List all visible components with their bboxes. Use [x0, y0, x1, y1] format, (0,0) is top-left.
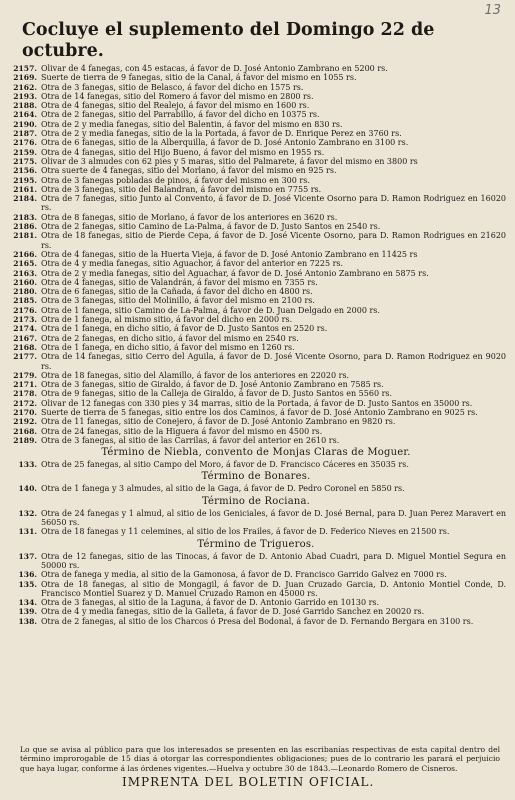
lot-number: 132.	[18, 508, 37, 518]
list-item	[6, 607, 506, 616]
lot-description: Otra de 2 y media fanegas, sitio de la la Portada, á favor de D. Enrique Perez en 3760 rs.	[41, 129, 402, 139]
lot-number: 2174.	[13, 324, 37, 334]
lot-description: Otra de 14 fanegas, sitio Cerro del Aguila, á favor de D. José Vicente Osorno, para D. Ramon Rodriguez en 9020 rs.	[41, 352, 506, 371]
lot-number: 2185.	[13, 296, 37, 306]
list-item	[6, 552, 506, 571]
list-item	[6, 380, 506, 389]
lot-description: Otra de 9 fanegas, sitio de la Calleja de Giraldo, á favor de D. Justo Santos en 5560 rs.	[41, 389, 393, 399]
list-item	[6, 92, 506, 101]
list-item	[6, 73, 506, 82]
list-item	[6, 101, 506, 110]
lot-number: 2181.	[13, 231, 37, 241]
list-item	[6, 315, 506, 324]
lot-description: Otra de 2 fanegas, al sitio de los Charcos ó Presa del Bodonal, á favor de D. Fernando Bergara en 3100 rs.	[41, 616, 474, 626]
lot-description: Otra de 2 fanegas, sitio del Parrabillo, á favor del dicho en 10375 rs.	[41, 110, 320, 120]
lot-number: 2170.	[13, 407, 37, 417]
lot-description: Otra de 4 y media fanegas, sitio Aguachor, á favor del anterior en 7225 rs.	[41, 259, 344, 269]
lot-number: 2195.	[13, 175, 37, 185]
lot-description: Otra de 3 fanegas, sitio de Giraldo, á favor de D. José Antonio Zambrano en 7585 rs.	[41, 380, 384, 390]
list-item	[6, 484, 506, 493]
list-item	[6, 185, 506, 194]
lot-description: Otra de 1 fanega, sitio Camino de La-Palma, á favor de D. Juan Delgado en 2000 rs.	[41, 305, 380, 315]
lot-number: 139.	[18, 607, 37, 617]
lot-description: Otra de 14 fanegas, sitio del Romero á favor del mismo en 2800 rs.	[41, 91, 314, 101]
list-item	[6, 64, 506, 73]
lot-description: Otra de 11 fanegas, sitio de Conejero, á favor de D. José Antonio Zambrano en 9820 rs.	[41, 417, 396, 427]
list-item	[6, 509, 506, 528]
lot-description: Otra de 3 fanegas pobladas de pinos, á favor del mismo en 300 rs.	[41, 175, 310, 185]
lot-number: 2193.	[13, 91, 37, 101]
section-heading: Término de Bonares.	[201, 471, 311, 483]
lot-number: 2161.	[13, 184, 37, 194]
page-title: Cocluye el suplemento del Domingo 22 de octubre.	[22, 20, 435, 61]
section-heading: Término de Rociana.	[201, 495, 311, 507]
lot-number: 2162.	[13, 82, 37, 92]
list-item	[6, 278, 506, 287]
lot-description: Otra de 4 y media fanegas, sitio de la Galleta, á favor de D. José Garrido Sanchez en 20020 rs.	[41, 607, 425, 617]
lot-number: 137.	[18, 551, 37, 561]
lot-number: 2160.	[13, 277, 37, 287]
list-item	[6, 334, 506, 343]
lot-number: 2178.	[13, 389, 37, 399]
lot-number: 2165.	[13, 259, 37, 269]
lot-description: Otra de 6 fanegas, sitio de la Cañada, á favor del dicho en 4800 rs.	[41, 287, 313, 297]
lot-description: Otra de 4 fanegas, sitio del Hijo Bueno, á favor del mismo en 1955 rs.	[41, 147, 325, 157]
list-item	[6, 231, 506, 250]
list-item	[6, 138, 506, 147]
lot-description: Otra de 2 fanegas, en dicho sitio, á favor del mismo en 2540 rs.	[41, 333, 299, 343]
list-item	[6, 194, 506, 213]
lot-number: 2167.	[13, 333, 37, 343]
list-item	[6, 460, 506, 469]
list-item	[6, 408, 506, 417]
lot-number: 131.	[18, 527, 37, 537]
list-item	[6, 157, 506, 166]
list-item	[6, 213, 506, 222]
list-item	[6, 427, 506, 436]
list-item	[6, 399, 506, 408]
list-item	[6, 570, 506, 579]
lot-number: 2171.	[13, 380, 37, 390]
lot-number: 136.	[18, 570, 37, 580]
lot-description: Otra de 7 fanegas, sitio Junto al Convento, á favor de D. José Vicente Osorno para D. Ramon Rodriguez en 16020 rs.	[41, 194, 506, 213]
list-item	[6, 598, 506, 607]
lot-number: 2173.	[13, 315, 37, 325]
lot-description: Otra de 18 fanegas y 11 celemines, al sitio de los Frailes, á favor de D. Federico Nieves en 21500 rs.	[41, 527, 450, 537]
lot-description: Otra de 2 y media fanegas, sitio del Aguachar, á favor de D. José Antonio Zambrano en 5875 rs.	[41, 268, 429, 278]
lot-number: 134.	[18, 598, 37, 608]
lot-number: 140.	[18, 484, 37, 494]
lot-description: Otra de 18 fanegas, sitio del Alamillo, á favor de los anteriores en 22020 rs.	[41, 370, 350, 380]
list-item	[6, 352, 506, 371]
lot-description: Otra de 3 fanegas, sitio del Molinillo, á favor del mismo en 2100 rs.	[41, 296, 315, 306]
lot-number: 2159.	[13, 147, 37, 157]
lot-description: Otra de 3 fanegas, al sitio de las Carrilas, á favor del anterior en 2610 rs.	[41, 435, 340, 445]
lot-number: 2184.	[13, 194, 37, 204]
list-item	[6, 389, 506, 398]
lot-description: Otra de 24 fanegas y 1 almud, al sitio de los Geniciales, á favor de D. José Bernal, para D. Juan Perez Maravert en 56050 rs.	[41, 508, 506, 528]
lot-description: Otra de 3 fanegas, sitio del Balandran, á favor del mismo en 7755 rs.	[41, 184, 322, 194]
lot-number: 2192.	[13, 417, 37, 427]
list-item	[6, 148, 506, 157]
list-item	[6, 129, 506, 138]
list-item	[6, 617, 506, 626]
closing-notice: Lo que se avisa al público para que los interesados se presenten en las escribanías respectivas de esta capital dentro del término improrogable de 15 dias á otorgar las correspondientes obligaciones; pues de lo contrario les parará el perjuicio que haya lugar, conforme á las órdenes vigentes.—Huelva y octubre 30 de 1843.—Leonardo Romero de Cisneros.	[20, 745, 500, 773]
lot-description: Olivar de 4 fanegas, con 45 estacas, á favor de D. José Antonio Zambrano en 5200 rs.	[41, 64, 388, 73]
lot-number: 2183.	[13, 212, 37, 222]
lot-number: 2187.	[13, 129, 37, 139]
list-item	[6, 296, 506, 305]
lot-description: Otra de 12 fanegas, sitio de las Tinocas, á favor de D. Antonio Abad Cuadri, para D. Miguel Montiel Segura en 50000 rs.	[41, 551, 506, 570]
lot-number: 2168.	[13, 426, 37, 436]
section-heading: Término de Niebla, convento de Monjas Claras de Moguer.	[101, 447, 411, 459]
lot-description: Otra suerte de 4 fanegas, sitio del Morlano, á favor del mismo en 925 rs.	[41, 166, 337, 176]
lot-number: 2177.	[13, 352, 37, 362]
lot-number: 2180.	[13, 287, 37, 297]
list-item	[6, 222, 506, 231]
lot-description: Olivar de 3 almudes con 62 pies y 5 maras, sitio del Palmarete, á favor del mismo en 3800 rs	[41, 156, 418, 166]
lot-description: Olivar de 12 fanegas con 330 pies y 34 marras, sitio de la Portada, á favor de D. Justo Santos en 35000 rs.	[41, 398, 473, 408]
list-item	[6, 176, 506, 185]
lot-description: Otra de 4 fanegas, sitio del Realejo, á favor del mismo en 1600 rs.	[41, 101, 310, 111]
list-item	[6, 436, 506, 445]
lot-description: Otra de 18 fanegas, al sitio de Mongagil, á favor de D. Juan Cruzado Garcia, D. Antonio Montiel Conde, D. Francisco Montiel Suarez y D. Manuel Cruzado Ramon en 45000 rs.	[41, 579, 506, 598]
lot-number: 133.	[18, 460, 37, 470]
list-item	[6, 120, 506, 129]
lot-description: Otra de 2 y media fanegas, sitio del Balentin, á favor del mismo en 830 rs.	[41, 119, 343, 129]
list-item	[6, 417, 506, 426]
lot-description: Otra de 3 fanegas, al sitio de la Laguna, á favor de D. Antonio Garrido en 10130 rs.	[41, 598, 380, 608]
lot-number: 2163.	[13, 268, 37, 278]
lot-number: 135.	[18, 579, 37, 589]
lot-description: Otra de 18 fanegas, sitio de Pierde Cepa, á favor de D. José Vicente Osorno, para D. Ramon Rodrigues en 21620 rs.	[41, 231, 506, 250]
lot-description: Otra de 4 fanegas, sitio de la Huerta Vieja, á favor de D. José Antonio Zambrano en 11425 rs	[41, 249, 418, 259]
corner-mark: 13	[484, 3, 501, 18]
lot-number: 2164.	[13, 110, 37, 120]
lot-number: 2157.	[13, 64, 37, 73]
lot-number: 2189.	[13, 435, 37, 445]
list-item	[6, 259, 506, 268]
lot-description: Otra de 1 fanega, al mismo sitio, á favor del dicho en 2000 rs.	[41, 315, 293, 325]
listing	[6, 64, 506, 626]
lot-number: 2168.	[13, 342, 37, 352]
lot-description: Otra de 1 fanega, en dicho sitio, á favor del mismo en 1260 rs.	[41, 342, 295, 352]
list-item	[6, 250, 506, 259]
imprint: IMPRENTA DEL BOLETIN OFICIAL.	[122, 775, 375, 789]
list-item	[6, 580, 506, 599]
lot-number: 2175.	[13, 156, 37, 166]
lot-description: Otra de fanega y media, al sitio de la Gamonosa, á favor de D. Francisco Garrido Galvez en 7000 rs.	[41, 570, 447, 580]
list-item	[6, 324, 506, 333]
lot-number: 2169.	[13, 73, 37, 83]
lot-number: 2156.	[13, 166, 37, 176]
lot-description: Otra de 2 fanegas, sitio Camino de La-Palma, á favor de D. Justo Santos en 2540 rs.	[41, 222, 381, 232]
list-item	[6, 371, 506, 380]
list-item	[6, 343, 506, 352]
lot-number: 2176.	[13, 138, 37, 148]
lot-description: Otra de 25 fanegas, al sitio Campo del Moro, á favor de D. Francisco Cáceres en 35035 rs.	[41, 460, 409, 470]
lot-description: Otra de 6 fanegas, sitio de la Alberquilla, á favor de D. José Antonio Zambrano en 3100 rs.	[41, 138, 409, 148]
lot-description: Otra de 1 fanega, en dicho sitio, á favor de D. Justo Santos en 2520 rs.	[41, 324, 328, 334]
section-heading: Término de Trigueros.	[197, 538, 315, 550]
list-item	[6, 527, 506, 536]
lot-description: Suerte de tierra de 9 fanegas, sitio de la Canal, á favor del mismo en 1055 rs.	[41, 73, 357, 83]
lot-number: 2176.	[13, 305, 37, 315]
lot-description: Otra de 1 fanega y 3 almudes, al sitio de la Gaga, á favor de D. Pedro Coronel en 5850 rs.	[41, 484, 405, 494]
lot-description: Otra de 8 fanegas, sitio de Morlano, á favor de los anteriores en 3620 rs.	[41, 212, 338, 222]
lot-description: Otra de 24 fanegas, sitio de la Higuera á favor del mismo en 4500 rs.	[41, 426, 323, 436]
list-item	[6, 83, 506, 92]
lot-number: 138.	[18, 616, 37, 626]
lot-number: 2166.	[13, 249, 37, 259]
lot-description: Otra de 3 fanegas, sitio de Belasco, á favor del dicho en 1575 rs.	[41, 82, 304, 92]
list-item	[6, 269, 506, 278]
lot-description: Otra de 4 fanegas, sitio de Valandrán, á favor del mismo en 7355 rs.	[41, 277, 318, 287]
list-item	[6, 287, 506, 296]
lot-number: 2188.	[13, 101, 37, 111]
list-item	[6, 166, 506, 175]
lot-description: Suerte de tierra de 5 fanegas, sitio entre los dos Caminos, á favor de D. José Antonio Zambrano en 9025 rs.	[41, 407, 478, 417]
lot-number: 2179.	[13, 370, 37, 380]
list-item	[6, 110, 506, 119]
lot-number: 2190.	[13, 119, 37, 129]
lot-number: 2186.	[13, 222, 37, 232]
list-item	[6, 306, 506, 315]
lot-number: 2172.	[13, 398, 37, 408]
